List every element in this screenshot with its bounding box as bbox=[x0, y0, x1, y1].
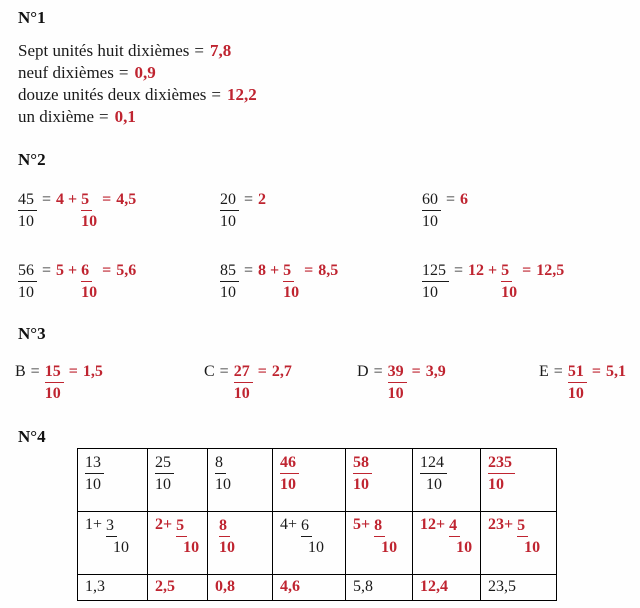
decimal-value: 5,8 bbox=[353, 578, 373, 595]
sum-expression bbox=[215, 516, 235, 556]
fraction bbox=[215, 453, 231, 494]
sum-expression bbox=[155, 516, 200, 556]
fraction bbox=[85, 453, 104, 494]
whole-part: 2+ bbox=[155, 516, 173, 533]
table-cell bbox=[208, 575, 273, 601]
denominator: 10 bbox=[215, 476, 231, 493]
answer-decimal: 6 bbox=[460, 191, 469, 208]
equals-sign: = bbox=[211, 85, 221, 104]
letter-label: E bbox=[539, 363, 549, 380]
table-cell bbox=[208, 449, 273, 512]
answer-fraction bbox=[45, 362, 64, 403]
answer-decimal: 2 bbox=[258, 191, 267, 208]
section-n2-title: N°2 bbox=[18, 150, 46, 169]
decimal-value: 4,6 bbox=[280, 578, 300, 595]
denominator: 10 bbox=[183, 539, 200, 556]
denominator: 10 bbox=[308, 539, 325, 556]
denominator: 10 bbox=[233, 385, 250, 402]
section-n1-body bbox=[18, 40, 257, 128]
given-fraction bbox=[18, 190, 37, 231]
n2-item bbox=[220, 261, 338, 302]
table-cell bbox=[413, 449, 481, 512]
table-cell bbox=[273, 575, 346, 601]
n1-line bbox=[18, 84, 257, 106]
section-n3-title: N°3 bbox=[18, 324, 46, 343]
n1-answer: 7,8 bbox=[210, 41, 232, 60]
denominator: 10 bbox=[422, 284, 438, 301]
equals-sign: = bbox=[373, 363, 383, 380]
table-cell bbox=[78, 512, 148, 575]
table-cell bbox=[273, 449, 346, 512]
denominator: 10 bbox=[456, 539, 473, 556]
fraction-row bbox=[78, 449, 557, 512]
n1-answer: 0,1 bbox=[114, 107, 136, 126]
answer-whole-part: 4 + bbox=[56, 191, 78, 208]
fraction bbox=[176, 516, 199, 557]
equals-sign: = bbox=[30, 363, 40, 380]
whole-part: 1+ bbox=[85, 516, 103, 533]
equals-sign: = bbox=[446, 191, 456, 208]
denominator: 10 bbox=[220, 284, 236, 301]
decimal-value: 1,3 bbox=[85, 578, 105, 595]
numerator: 5 bbox=[283, 261, 294, 282]
answer-decimal: 12,5 bbox=[536, 262, 565, 279]
n1-label: douze unités deux dixièmes bbox=[18, 85, 207, 104]
fraction bbox=[280, 453, 299, 494]
numerator: 51 bbox=[568, 362, 587, 383]
sum-expression bbox=[280, 516, 325, 556]
numerator: 8 bbox=[215, 453, 226, 474]
n1-line bbox=[18, 106, 257, 128]
denominator: 10 bbox=[426, 476, 442, 493]
numerator: 3 bbox=[106, 516, 117, 537]
n3-item bbox=[357, 362, 446, 403]
table-cell bbox=[148, 575, 208, 601]
n1-line bbox=[18, 40, 257, 62]
denominator: 10 bbox=[155, 476, 171, 493]
numerator: 15 bbox=[45, 362, 64, 383]
equals-sign: = bbox=[194, 41, 204, 60]
numerator: 39 bbox=[388, 362, 407, 383]
table-cell bbox=[346, 575, 413, 601]
table-cell bbox=[413, 575, 481, 601]
numerator: 27 bbox=[234, 362, 253, 383]
fraction bbox=[449, 516, 472, 557]
answer-whole-part: 8 + bbox=[258, 262, 280, 279]
denominator: 10 bbox=[280, 476, 296, 493]
numerator: 235 bbox=[488, 453, 515, 474]
equals-sign: = bbox=[522, 262, 532, 279]
answer-fraction bbox=[568, 362, 587, 403]
answer-fraction bbox=[388, 362, 407, 403]
decimal-value: 12,4 bbox=[420, 578, 448, 595]
decimal-row bbox=[78, 575, 557, 601]
whole-part: 12+ bbox=[420, 516, 446, 533]
whole-part: 5+ bbox=[353, 516, 371, 533]
answer-decimal: 1,5 bbox=[82, 363, 103, 380]
given-fraction bbox=[220, 261, 239, 302]
fraction bbox=[155, 453, 174, 494]
table-cell bbox=[481, 575, 557, 601]
whole-part: 23+ bbox=[488, 516, 514, 533]
denominator: 10 bbox=[567, 385, 584, 402]
answer-decimal: 5,6 bbox=[116, 262, 137, 279]
n2-item bbox=[18, 261, 136, 302]
denominator: 10 bbox=[219, 539, 235, 556]
numerator: 4 bbox=[449, 516, 460, 537]
numerator: 125 bbox=[422, 261, 449, 282]
answer-decimal: 4,5 bbox=[116, 191, 137, 208]
fraction bbox=[488, 453, 515, 494]
equals-sign: = bbox=[591, 363, 601, 380]
table-cell bbox=[148, 449, 208, 512]
given-fraction bbox=[422, 261, 449, 302]
given-fraction bbox=[18, 261, 37, 302]
given-fraction bbox=[422, 190, 441, 231]
n2-item bbox=[422, 261, 564, 302]
answer-fraction bbox=[234, 362, 253, 403]
table-cell bbox=[481, 449, 557, 512]
equals-sign: = bbox=[244, 191, 254, 208]
equals-sign: = bbox=[411, 363, 421, 380]
denominator: 10 bbox=[81, 213, 98, 230]
denominator: 10 bbox=[85, 476, 101, 493]
denominator: 10 bbox=[220, 213, 236, 230]
numerator: 8 bbox=[219, 516, 230, 537]
denominator: 10 bbox=[524, 539, 541, 556]
table-cell bbox=[346, 512, 413, 575]
numerator: 45 bbox=[18, 190, 37, 211]
n3-item bbox=[15, 362, 103, 403]
sum-expression bbox=[488, 516, 541, 556]
numerator: 25 bbox=[155, 453, 174, 474]
equals-sign: = bbox=[99, 107, 109, 126]
decimal-value: 0,8 bbox=[215, 578, 235, 595]
n1-answer: 0,9 bbox=[134, 63, 156, 82]
denominator: 10 bbox=[353, 476, 369, 493]
numerator: 8 bbox=[374, 516, 385, 537]
section-n4-title: N°4 bbox=[18, 427, 46, 446]
fraction bbox=[353, 453, 372, 494]
denominator: 10 bbox=[81, 284, 98, 301]
table-cell bbox=[481, 512, 557, 575]
answer-fraction bbox=[283, 261, 299, 302]
answer-fraction bbox=[81, 261, 97, 302]
equals-sign: = bbox=[219, 363, 229, 380]
equals-sign: = bbox=[257, 363, 267, 380]
fraction bbox=[301, 516, 324, 557]
whole-part: 4+ bbox=[280, 516, 298, 533]
numerator: 5 bbox=[176, 516, 187, 537]
fraction bbox=[106, 516, 129, 557]
table-cell bbox=[148, 512, 208, 575]
n1-label: un dixième bbox=[18, 107, 95, 126]
numerator: 46 bbox=[280, 453, 299, 474]
numerator: 85 bbox=[220, 261, 239, 282]
numerator: 20 bbox=[220, 190, 239, 211]
answer-fraction bbox=[81, 190, 97, 231]
table-cell bbox=[273, 512, 346, 575]
sum-expression bbox=[85, 516, 130, 556]
denominator: 10 bbox=[501, 284, 518, 301]
n1-label: Sept unités huit dixièmes bbox=[18, 41, 190, 60]
n2-item bbox=[18, 190, 136, 231]
denominator: 10 bbox=[44, 385, 61, 402]
n1-label: neuf dixièmes bbox=[18, 63, 114, 82]
denominator: 10 bbox=[387, 385, 404, 402]
equals-sign: = bbox=[553, 363, 563, 380]
denominator: 10 bbox=[113, 539, 130, 556]
letter-label: B bbox=[15, 363, 26, 380]
numerator: 60 bbox=[422, 190, 441, 211]
section-n1-title: N°1 bbox=[18, 8, 46, 27]
answer-whole-part: 5 + bbox=[56, 262, 78, 279]
sum-expression bbox=[353, 516, 398, 556]
equals-sign: = bbox=[244, 262, 254, 279]
numerator: 13 bbox=[85, 453, 104, 474]
n2-item bbox=[220, 190, 266, 231]
numerator: 6 bbox=[81, 261, 92, 282]
equals-sign: = bbox=[42, 262, 52, 279]
answer-decimal: 2,7 bbox=[271, 363, 292, 380]
numerator: 56 bbox=[18, 261, 37, 282]
n1-answer: 12,2 bbox=[226, 85, 257, 104]
n3-item bbox=[204, 362, 292, 403]
fraction bbox=[374, 516, 397, 557]
equals-sign: = bbox=[304, 262, 314, 279]
letter-label: D bbox=[357, 363, 369, 380]
numerator: 6 bbox=[301, 516, 312, 537]
table-cell bbox=[208, 512, 273, 575]
fraction bbox=[219, 516, 235, 557]
numerator: 5 bbox=[517, 516, 528, 537]
n3-item bbox=[539, 362, 626, 403]
numerator: 58 bbox=[353, 453, 372, 474]
given-fraction bbox=[220, 190, 239, 231]
denominator: 10 bbox=[283, 284, 300, 301]
answer-decimal: 5,1 bbox=[605, 363, 626, 380]
decimal-value: 23,5 bbox=[488, 578, 516, 595]
table-cell bbox=[413, 512, 481, 575]
denominator: 10 bbox=[488, 476, 504, 493]
n2-item bbox=[422, 190, 468, 231]
equals-sign: = bbox=[102, 191, 112, 208]
tenths-conversion-table bbox=[77, 448, 557, 601]
equals-sign: = bbox=[42, 191, 52, 208]
equals-sign: = bbox=[102, 262, 112, 279]
letter-label: C bbox=[204, 363, 215, 380]
sum-row bbox=[78, 512, 557, 575]
sum-expression bbox=[420, 516, 473, 556]
numerator: 124 bbox=[420, 453, 447, 474]
denominator: 10 bbox=[18, 213, 34, 230]
n1-line bbox=[18, 62, 257, 84]
denominator: 10 bbox=[422, 213, 438, 230]
answer-whole-part: 12 + bbox=[468, 262, 498, 279]
equals-sign: = bbox=[118, 63, 129, 82]
numerator: 5 bbox=[501, 261, 512, 282]
answer-fraction bbox=[501, 261, 517, 302]
numerator: 5 bbox=[81, 190, 92, 211]
equals-sign: = bbox=[454, 262, 464, 279]
table-cell bbox=[78, 575, 148, 601]
answer-decimal: 8,5 bbox=[318, 262, 339, 279]
fraction bbox=[420, 453, 447, 494]
denominator: 10 bbox=[381, 539, 398, 556]
decimal-value: 2,5 bbox=[155, 578, 175, 595]
answer-decimal: 3,9 bbox=[425, 363, 446, 380]
fraction bbox=[517, 516, 540, 557]
table-cell bbox=[346, 449, 413, 512]
denominator: 10 bbox=[18, 284, 34, 301]
table-cell bbox=[78, 449, 148, 512]
equals-sign: = bbox=[68, 363, 78, 380]
